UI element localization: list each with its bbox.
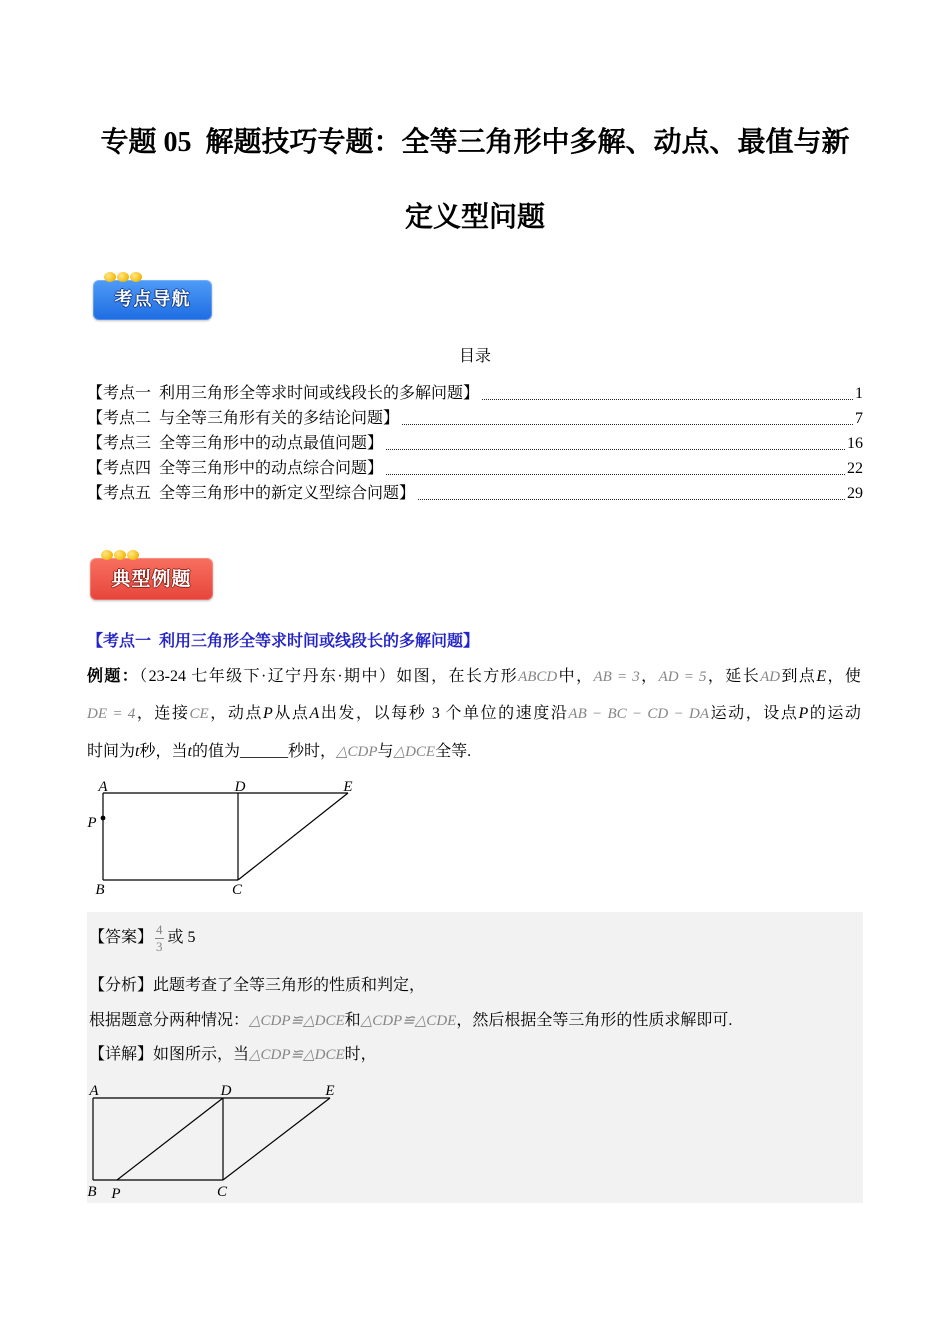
fraction-numerator: 4 bbox=[156, 921, 163, 937]
toc-entry-2 bbox=[87, 406, 863, 431]
math-expression: AD = 5 bbox=[658, 669, 707, 685]
toc-entry-page: 22 bbox=[847, 460, 863, 477]
text-run: ，延长 bbox=[706, 668, 761, 685]
toc-entry-3 bbox=[87, 431, 863, 456]
toc-entry-page: 29 bbox=[847, 485, 863, 502]
math-expression: △DCE bbox=[393, 744, 436, 760]
analysis-line-2 bbox=[89, 1009, 732, 1033]
text-run: 的运动 bbox=[808, 705, 861, 722]
label-p: P bbox=[87, 815, 97, 831]
point-p-dot bbox=[101, 816, 106, 821]
toc-entry-page: 16 bbox=[847, 435, 863, 452]
italic-variable: P bbox=[263, 705, 273, 722]
toc-dot-leader bbox=[418, 499, 845, 500]
toc-dot-leader bbox=[482, 399, 853, 400]
italic-variable: t bbox=[135, 743, 140, 760]
badge-dot bbox=[117, 272, 129, 282]
badge-dot bbox=[130, 272, 142, 282]
text-run: 【详解】如图所示，当 bbox=[89, 1046, 250, 1063]
text-run: ， bbox=[639, 668, 659, 685]
toc-entry-label: 【考点三 全等三角形中的动点最值问题】 bbox=[87, 435, 384, 452]
label-d: D bbox=[234, 779, 246, 795]
label-a: A bbox=[98, 779, 108, 795]
analysis-line-1: 【分析】此题考查了全等三角形的性质和判定， bbox=[89, 977, 426, 994]
figure-1-rectangle bbox=[80, 770, 360, 900]
text-run: 与 bbox=[377, 743, 394, 760]
text-run: 中， bbox=[557, 668, 594, 685]
toc-dot-leader bbox=[386, 449, 845, 450]
title-line-1: 专题 05 解题技巧专题：全等三角形中多解、动点、最值与新 bbox=[100, 127, 850, 158]
text-run: 秒，当 bbox=[139, 743, 188, 760]
segment-pd bbox=[117, 1098, 223, 1180]
detail-line bbox=[89, 1043, 377, 1067]
italic-variable: P bbox=[798, 705, 809, 722]
example-line-2 bbox=[87, 702, 861, 726]
segment-ce bbox=[238, 793, 348, 880]
math-expression: AD bbox=[760, 669, 781, 685]
text-run: 时间为 bbox=[87, 743, 136, 760]
text-run: 全等. bbox=[435, 743, 472, 760]
toc-heading: 目录 bbox=[458, 348, 491, 365]
badge-dot bbox=[101, 550, 113, 560]
math-expression: DE = 4 bbox=[87, 706, 136, 722]
label-a: A bbox=[89, 1083, 99, 1099]
nav-badge bbox=[93, 280, 212, 320]
label-e: E bbox=[343, 779, 353, 795]
text-run: 秒时， bbox=[287, 743, 336, 760]
answer-line bbox=[89, 918, 196, 958]
toc-dot-leader bbox=[402, 424, 853, 425]
text-run: ，动点 bbox=[208, 705, 263, 722]
label-d: D bbox=[220, 1083, 232, 1099]
toc-entry-label: 【考点一 利用三角形全等求时间或线段长的多解问题】 bbox=[87, 385, 480, 402]
text-run: ，连接 bbox=[135, 705, 190, 722]
math-expression: ABCD bbox=[518, 669, 558, 685]
math-expression: △CDP≌△DCE bbox=[249, 1047, 345, 1063]
example-label: 例题： bbox=[87, 668, 140, 685]
nav-badge-label: 考点导航 bbox=[114, 289, 191, 310]
text-run: 到点 bbox=[780, 668, 817, 685]
italic-variable: A bbox=[309, 705, 320, 722]
italic-variable: E bbox=[816, 668, 827, 685]
label-p: P bbox=[111, 1186, 121, 1202]
badge-dots-icon bbox=[101, 550, 139, 560]
section-heading: 【考点一 利用三角形全等求时间或线段长的多解问题】 bbox=[87, 633, 480, 650]
toc-entry-page: 1 bbox=[855, 385, 863, 402]
label-c: C bbox=[231, 882, 243, 898]
text-run: 运动，设点 bbox=[709, 705, 799, 722]
math-expression: CE bbox=[189, 706, 209, 722]
examples-badge bbox=[90, 558, 213, 600]
math-expression: △CDP bbox=[335, 744, 378, 760]
text-run: 的值为 bbox=[191, 743, 240, 760]
math-expression: △CDP≌△CDE bbox=[360, 1013, 457, 1029]
answer-fraction bbox=[155, 923, 164, 954]
badge-dot bbox=[104, 272, 116, 282]
fraction-denominator: 3 bbox=[156, 938, 163, 954]
badge-dots-icon bbox=[104, 272, 142, 282]
math-expression: AB = 3 bbox=[593, 669, 640, 685]
toc-entry-label: 【考点五 全等三角形中的新定义型综合问题】 bbox=[87, 485, 416, 502]
title-line-2: 定义型问题 bbox=[404, 202, 545, 233]
badge-dot bbox=[114, 550, 126, 560]
math-expression: △CDP≌△DCE bbox=[249, 1013, 345, 1029]
label-b: B bbox=[87, 1184, 97, 1200]
text-run: 和 bbox=[344, 1012, 361, 1029]
text-run: （23-24 七年级下·辽宁丹东·期中）如图，在长方形 bbox=[139, 668, 519, 685]
label-c: C bbox=[216, 1184, 228, 1200]
text-run: 根据题意分两种情况： bbox=[89, 1012, 250, 1029]
toc-entry-page: 7 bbox=[855, 410, 863, 427]
label-e: E bbox=[325, 1083, 335, 1099]
example-line-1 bbox=[87, 665, 861, 689]
text-run: ，然后根据全等三角形的性质求解即可. bbox=[456, 1012, 733, 1029]
text-run: ，使 bbox=[826, 668, 861, 685]
examples-badge-label: 典型例题 bbox=[111, 568, 192, 590]
toc-entry-5 bbox=[87, 481, 863, 506]
table-of-contents bbox=[87, 345, 863, 506]
document-title bbox=[0, 105, 950, 255]
toc-entry-1 bbox=[87, 381, 863, 406]
toc-entry-4 bbox=[87, 456, 863, 481]
segment-ce bbox=[223, 1098, 330, 1180]
answer-label: 【答案】 bbox=[89, 929, 154, 946]
toc-entry-label: 【考点二 与全等三角形有关的多结论问题】 bbox=[87, 410, 400, 427]
toc-dot-leader bbox=[386, 474, 845, 475]
math-expression: AB − BC − CD − DA bbox=[568, 706, 710, 722]
label-b: B bbox=[95, 882, 105, 898]
figure-2-rectangle bbox=[80, 1075, 340, 1203]
toc-entry-label: 【考点四 全等三角形中的动点综合问题】 bbox=[87, 460, 384, 477]
answer-blank: ______ bbox=[239, 743, 288, 760]
answer-box bbox=[87, 912, 863, 1203]
italic-variable: t bbox=[187, 743, 192, 760]
answer-rest: 或 5 bbox=[167, 929, 196, 946]
text-run: 从点 bbox=[272, 705, 310, 722]
example-line-3 bbox=[87, 740, 861, 764]
badge-dot bbox=[127, 550, 139, 560]
text-run: 出发，以每秒 3 个单位的速度沿 bbox=[319, 705, 569, 722]
text-run: 时， bbox=[344, 1046, 377, 1063]
